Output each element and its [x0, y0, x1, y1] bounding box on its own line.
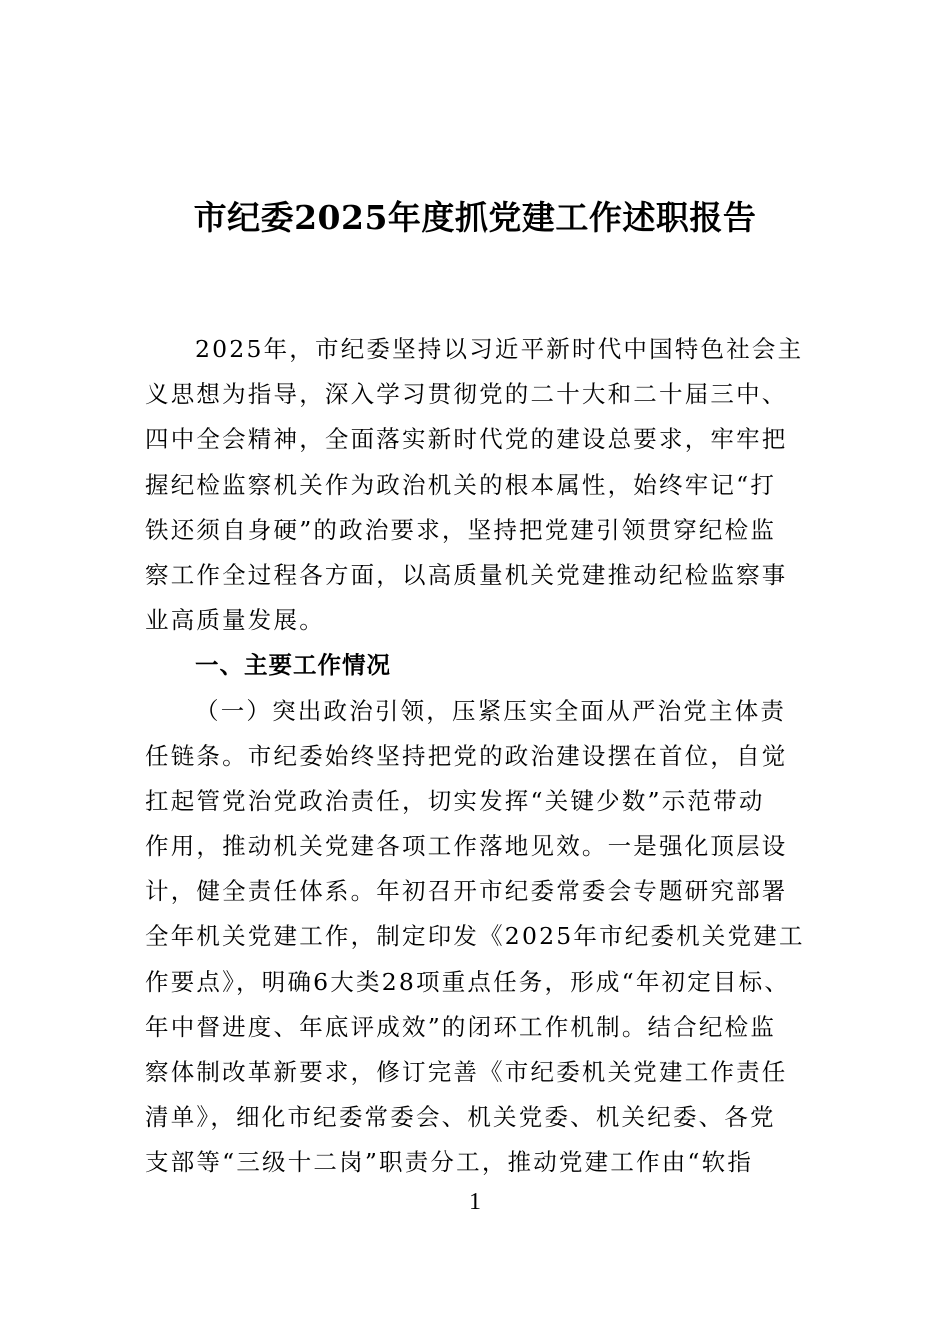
- text-line: 作用，推动机关党建各项工作落地见效。一是强化顶层设: [145, 832, 788, 861]
- text-line: 清单》，细化市纪委常委会、机关党委、机关纪委、各党: [145, 1103, 776, 1132]
- document-body: [145, 327, 807, 1186]
- text-line: 2025年，市纪委坚持以习近平新时代中国特色社会主: [195, 335, 804, 363]
- section-heading: 一、主要工作情况: [195, 651, 391, 680]
- document-title: 市纪委2025年度抓党建工作述职报告: [193, 198, 757, 237]
- text-line: 作要点》，明确6大类28项重点任务，形成“年初定目标、: [145, 967, 791, 996]
- text-line: 计，健全责任体系。年初召开市纪委常委会专题研究部署: [145, 877, 788, 906]
- page-number: 1: [469, 1189, 481, 1215]
- text-line: 支部等“三级十二岗”职责分工，推动党建工作由“软指: [145, 1148, 754, 1177]
- text-line: 察体制改革新要求，修订完善《市纪委机关党建工作责任: [145, 1058, 788, 1086]
- text-line: 义思想为指导，深入学习贯彻党的二十大和二十届三中、: [145, 380, 788, 409]
- text-line: 四中全会精神，全面落实新时代党的建设总要求，牢牢把: [145, 425, 788, 454]
- text-line: 握纪检监察机关作为政治机关的根本属性，始终牢记“打: [145, 470, 777, 499]
- text-line: 任链条。市纪委始终坚持把党的政治建设摆在首位，自觉: [145, 741, 788, 770]
- subsection-heading: （一）突出政治引领，压紧压实全面从严治党主体责: [195, 696, 787, 725]
- text-line: 年中督进度、年底评成效”的闭环工作机制。结合纪检监: [145, 1012, 777, 1041]
- text-line: 察工作全过程各方面，以高质量机关党建推动纪检监察事: [145, 560, 788, 589]
- section-paragraph: [145, 689, 807, 1186]
- text-line: 全年机关党建工作，制定印发《2025年市纪委机关党建工: [145, 922, 805, 951]
- intro-paragraph: [145, 327, 807, 643]
- text-line: 业高质量发展。: [145, 606, 325, 635]
- text-line: 铁还须自身硬”的政治要求，坚持把党建引领贯穿纪检监: [145, 515, 777, 544]
- text-line: 扛起管党治党政治责任，切实发挥“关键少数”示范带动: [145, 786, 765, 815]
